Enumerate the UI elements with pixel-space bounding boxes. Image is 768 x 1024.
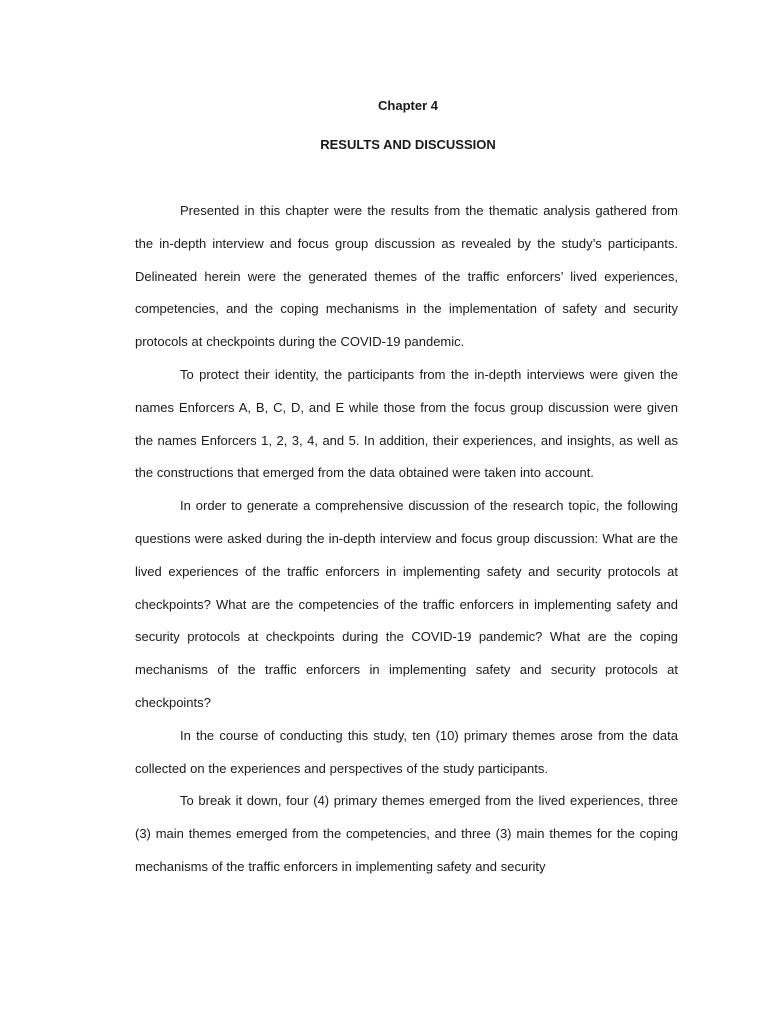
paragraph: To protect their identity, the participants from the in-depth interviews were given the names Enforcers A, B, C, D, and E while those from the focus group discussion were given the names Enforcers 1, 2, 3, 4, and 5. In addition, their experiences, and insights, as well as the constructions that emerged from the data obtained were taken into account. (135, 366, 678, 481)
paragraph: In order to generate a comprehensive discussion of the research topic, the following questions were asked during the in-depth interview and focus group discussion: What are the lived experiences of the traffic enforcers in implementing safety and security protocols at checkpoints? What are the competencies of the traffic enforcers in implementing safety and security protocols at checkpoints during the COVID-19 pandemic? What are the coping mechanisms of the traffic enforcers in implementing safety and security protocols at checkpoints? (135, 498, 678, 710)
paragraph: To break it down, four (4) primary themes emerged from the lived experiences, three (3) main themes emerged from the competencies, and three (3) main themes for the coping mechanisms of the traffic enforcers in implementing safety and security (135, 793, 678, 874)
section-title: RESULTS AND DISCUSSION (320, 137, 496, 152)
chapter-label: Chapter 4 (378, 98, 438, 113)
body-text (135, 195, 678, 884)
paragraph: In the course of conducting this study, ten (10) primary themes arose from the data collected on the experiences and perspectives of the study participants. (135, 727, 678, 776)
paragraph: Presented in this chapter were the results from the thematic analysis gathered from the in-depth interview and focus group discussion as revealed by the study’s participants. Delineated herein were the generated themes of the traffic enforcers’ lived experiences, competencies, and the coping mechanisms in the implementation of safety and security protocols at checkpoints during the COVID-19 pandemic. (135, 203, 678, 350)
